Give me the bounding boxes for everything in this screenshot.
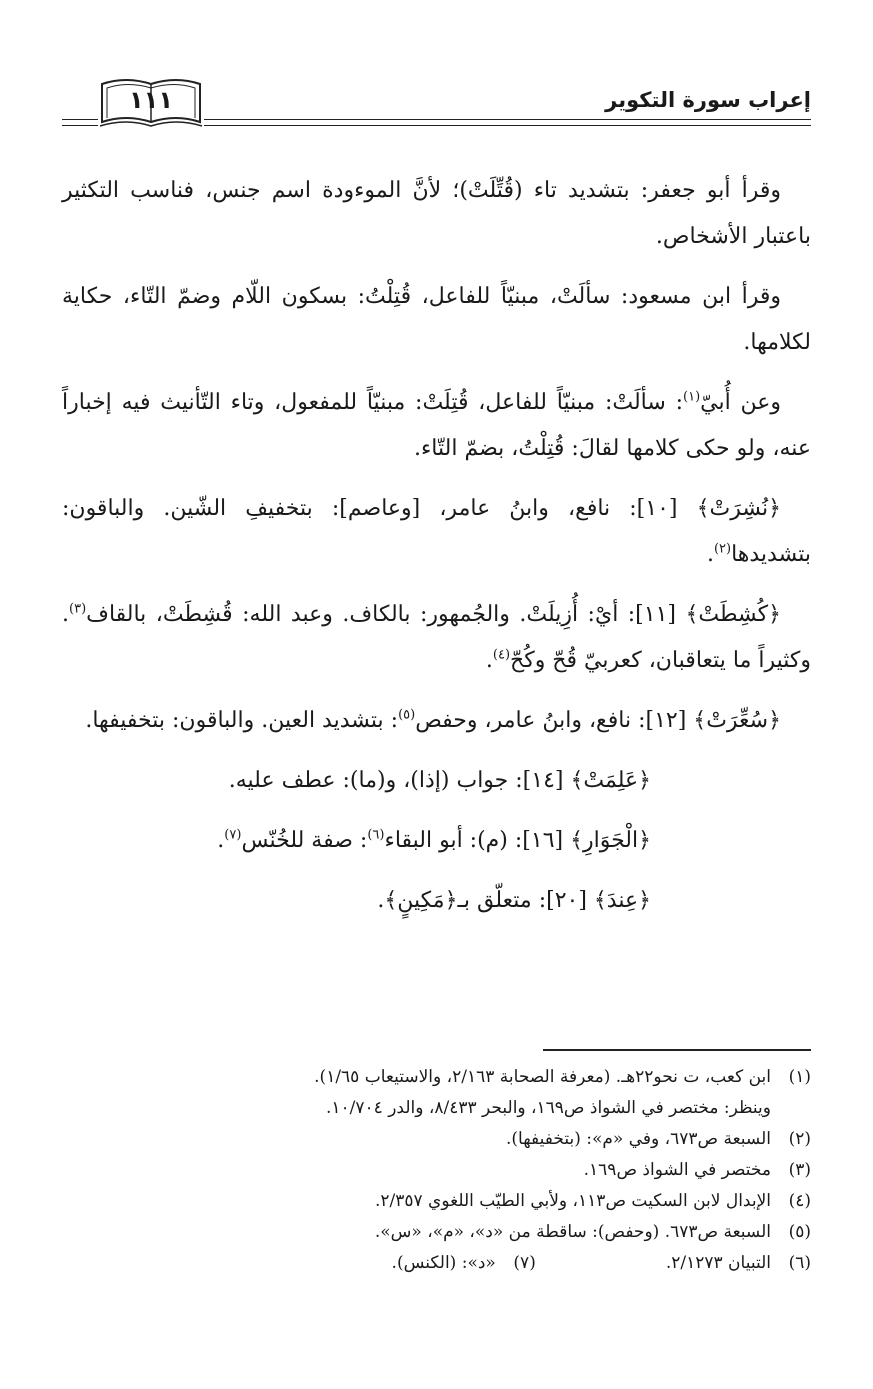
footnote-number: (٢) — [788, 1129, 811, 1149]
footnote-text: مختصر في الشواذ ص١٦٩. — [583, 1160, 771, 1180]
paragraph-7: ﴿عَلِمَتْ﴾ [١٤]: جواب (إذا)، و(ما): عطف عليه. — [228, 768, 651, 793]
paragraph-5-part-1: ﴿كُشِطَتْ﴾ [١١]: أيْ: أُزِيلَتْ. والجُمهور: بالكاف. وعبد الله: قُشِطَتْ، بالقاف — [86, 602, 782, 627]
footnotes — [80, 1062, 811, 1279]
paragraph-4 — [62, 486, 811, 578]
footnote-1 — [80, 1062, 811, 1093]
paragraph-5-part-3: . — [485, 648, 493, 673]
footnote-number: (٧) — [513, 1253, 536, 1273]
footnote-text: الإبدال لابن السكيت ص١١٣، ولأبي الطيّب اللغوي ٢/٣٥٧. — [374, 1191, 771, 1211]
paragraph-5-part-2: . وكثيراً ما يتعاقبان، كعربيّ قُحّ وكُحّ — [62, 602, 811, 673]
paragraph-3-part-1: وعن أُبيّ — [700, 390, 781, 415]
footnote-ref-7[interactable]: (٧) — [224, 827, 242, 843]
paragraph-6 — [62, 698, 811, 744]
footnote-5 — [80, 1217, 811, 1248]
footnote-text: ابن كعب، ت نحو٢٢هـ. (معرفة الصحابة ٢/١٦٣، والاستيعاب ١/٦٥). — [314, 1067, 771, 1087]
footnote-number: (٦) — [788, 1253, 811, 1273]
footnote-ref-4[interactable]: (٤) — [492, 647, 511, 663]
footnote-4 — [80, 1186, 811, 1217]
paragraph-1: وقرأ أبو جعفر: بتشديد تاء (قُتِّلَتْ)؛ لأنَّ الموءودة اسم جنس، فناسب التكثير باعتبار الأشخاص. — [62, 178, 811, 249]
paragraph-6-part-2: : بتشديد العين. والباقون: بتخفيفها. — [85, 708, 399, 733]
footnote-ref-1[interactable]: (١) — [683, 389, 701, 405]
paragraph-8-part-2: : صفة للخُنّس — [241, 828, 368, 853]
footnote-text: التبيان ٢/١٢٧٣. — [665, 1253, 771, 1273]
paragraph-5 — [62, 592, 811, 684]
page-number: ١١١ — [129, 86, 173, 114]
chapter-title: إعراب سورة التكوير — [605, 88, 811, 112]
footnote-ref-6[interactable]: (٦) — [367, 827, 385, 843]
footnote-number: (٤) — [788, 1191, 811, 1211]
footnote-number: (١) — [788, 1067, 811, 1087]
footnote-ref-5[interactable]: (٥) — [398, 707, 416, 723]
paragraph-8-part-1: ﴿الْجَوَارِ﴾ [١٦]: (م): أبو البقاء — [384, 828, 651, 853]
footnote-ref-2[interactable]: (٢) — [713, 541, 732, 557]
footnote-text: السبعة ص٦٧٣. (وحفص): ساقطة من «د»، «م»، «س». — [374, 1222, 771, 1242]
footnote-text: «د»: (الكنس). — [391, 1253, 496, 1273]
paragraph-3-part-2: : سألَتْ: مبنيّاً للفاعل، قُتِلَتْ: مبنيّاً للمفعول، وتاء التّأنيث فيه إخباراً عنه، ولو حكى كلامها لقالَ: قُتِلْتُ، بضمّ التّاء. — [62, 390, 811, 461]
footnote-1-continued: وينظر: مختصر في الشواذ ص١٦٩، والبحر ٨/٤٣٣، والدر ١٠/٧٠٤. — [326, 1098, 771, 1118]
footnote-number: (٣) — [788, 1160, 811, 1180]
paragraph-6-part-1: ﴿سُعِّرَتْ﴾ [١٢]: نافع، وابنُ عامر، وحفص — [415, 708, 781, 733]
paragraph-2: وقرأ ابن مسعود: سألَتْ، مبنيّاً للفاعل، قُتِلْتُ: بسكون اللّام وضمّ التّاء، حكاية لكلامها. — [62, 284, 811, 355]
page-number-badge — [98, 72, 204, 130]
paragraph-3 — [62, 380, 811, 472]
paragraph-8 — [62, 818, 811, 864]
paragraph-4-part-2: . — [706, 542, 714, 567]
footnote-number: (٥) — [788, 1222, 811, 1242]
footnote-separator — [543, 1049, 811, 1051]
footnote-2 — [80, 1124, 811, 1155]
footnote-3 — [80, 1155, 811, 1186]
footnote-text: السبعة ص٦٧٣، وفي «م»: (بتخفيفها). — [506, 1129, 771, 1149]
footnote-ref-3[interactable]: (٣) — [69, 601, 87, 617]
paragraph-8-part-3: . — [217, 828, 225, 853]
paragraph-9: ﴿عِندَ﴾ [٢٠]: متعلّق بـ﴿مَكِينٍ﴾. — [377, 888, 651, 913]
footnote-6-7 — [80, 1248, 811, 1279]
main-text — [62, 168, 811, 938]
paragraph-4-part-1: ﴿نُشِرَتْ﴾ [١٠]: نافع، وابنُ عامر، [وعاصم]: بتخفيفِ الشّين. والباقون: بتشديدها — [62, 496, 811, 567]
